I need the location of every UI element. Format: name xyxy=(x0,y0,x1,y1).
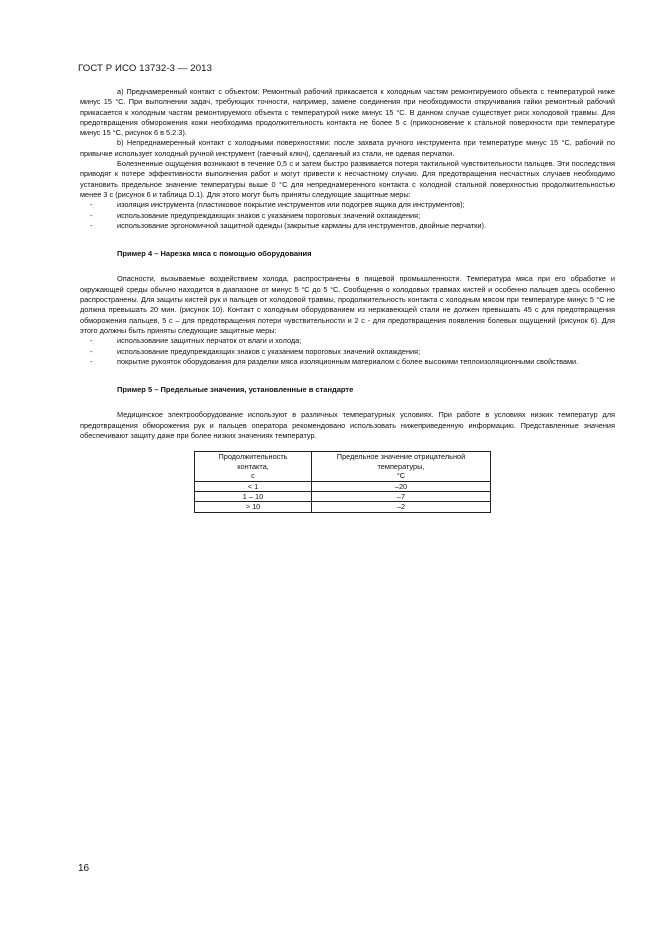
list-dash: - xyxy=(90,346,93,356)
table-header-row xyxy=(195,452,491,481)
list-item: - изоляция инструмента (пластиковое покрытие инструментов или подогрев ящика для инструментов); xyxy=(90,200,465,210)
table-cell: 1 – 10 xyxy=(195,491,312,501)
table-row xyxy=(195,481,491,491)
list-item: - использование предупреждающих знаков с указанием пороговых значений охлаждения; xyxy=(90,210,421,220)
list-dash: - xyxy=(90,220,93,230)
list-dash: - xyxy=(90,200,93,210)
list-dash: - xyxy=(90,210,93,220)
document-body xyxy=(80,87,615,513)
heading-example-5: Пример 5 – Предельные значения, установленные в стандарте xyxy=(117,385,354,395)
list-item: - использование эргономичной защитной одежды (закрытые карманы для инструментов, двойные перчатки). xyxy=(90,220,486,230)
table-cell: –7 xyxy=(312,491,491,501)
heading-example-4: Пример 4 – Нарезка мяса с помощью оборудования xyxy=(117,249,312,259)
limit-values-table xyxy=(194,451,491,512)
table-cell: –20 xyxy=(312,481,491,491)
table-header-temperature: Предельное значение отрицательной температуры, °C xyxy=(312,452,491,481)
list-item: - использование защитных перчаток от влаги и холода; xyxy=(90,336,302,346)
paragraph-example-5: Медицинское электрооборудование используют в различных температурных условиях. При работе в условиях низких температур для предотвращения обморожения рук и пальцев оператора рекомендовано использовать нижеприведенную информацию. Представленные значения обеспечивают защиту даже при более низких значениях температур. xyxy=(80,410,615,441)
paragraph-a: a) Преднамеренный контакт с объектом: Ремонтный рабочий прикасается к холодным частям ремонтируемого объекта с температурой ниже минус 15 °C. При выполнении задач, требующих точности, например, замене соединения при необходимости откручивания гайки ремонтный рабочий прикасается к холодным частям ремонтируемого объекта с температурой ниже минус 15 °C. В данном случае существует риск холодовой травмы. Для предотвращения обморожения кожи необходима продолжительность контакта не более 5 с (прикосновение к стальной поверхности при температуре минус 15 °C, рисунок 6 в 5.2.3). xyxy=(80,87,615,138)
list-item: - использование предупреждающих знаков с указанием пороговых значений охлаждения; xyxy=(90,346,421,356)
table-header-duration: Продолжительность контакта, с xyxy=(195,452,312,481)
paragraph-example-4: Опасности, вызываемые воздействием холода, распространены в пищевой промышленности. Температура мяса при его обработке и окружающей среды обычно находится в диапазоне от минус 5 °C до 5 °C. Сообщения о холодовых травмах кистей и особенно пальцев здесь особенно распространены. Для защиты кистей рук и пальцев от холодовой травмы, продолжительность контакта с холодным мясом при температуре минус 5 °C не должна превышать 20 мин. (рисунок 10). Контакт с холодным оборудованием из нержавеющей стали не должен превышать 45 с для предотвращения обморожения пальцев, 5 с – для предотвращения потери чувствительности и 2 с - для предотвращения появления болевых ощущений (рисунок 6). Для этого должны быть приняты следующие защитные меры: xyxy=(80,274,615,335)
page-header: ГОСТ Р ИСО 13732-3 — 2013 xyxy=(78,63,213,74)
list-item: - покрытие рукояток оборудования для разделки мяса изоляционным материалом с более высокими теплоизоляционными свойствами. xyxy=(90,356,579,366)
table-cell: –2 xyxy=(312,502,491,512)
table-row xyxy=(195,491,491,501)
paragraph-pain: Болезненные ощущения возникают в течение 0,5 с и затем быстро развивается потеря тактильной чувствительности пальцев. Эти последствия приводят к потере эффективности выполнения работ и могут привести к несчастному случаю. Для предотвращения несчастных случаев необходимо установить предельное значение температуры выше 0 °C для непреднамеренного контакта с холодной стальной поверхностью продолжительностью менее 3 с (рисунок 6 и таблица D.1). Для этого могут быть приняты следующие защитные меры: xyxy=(80,159,615,199)
table-cell: > 10 xyxy=(195,502,312,512)
table-cell: < 1 xyxy=(195,481,312,491)
page-number: 16 xyxy=(78,863,90,874)
list-dash: - xyxy=(90,336,93,346)
paragraph-b: b) Непреднамеренный контакт с холодными поверхностями: после захвата ручного инструмента при температуре минус 15 °C, рабочий по привычке использует холодный ручной инструмент (гаечный ключ), сделанный из стали, не одевая перчатки. xyxy=(80,138,615,158)
list-dash: - xyxy=(90,356,93,366)
table-row xyxy=(195,502,491,512)
